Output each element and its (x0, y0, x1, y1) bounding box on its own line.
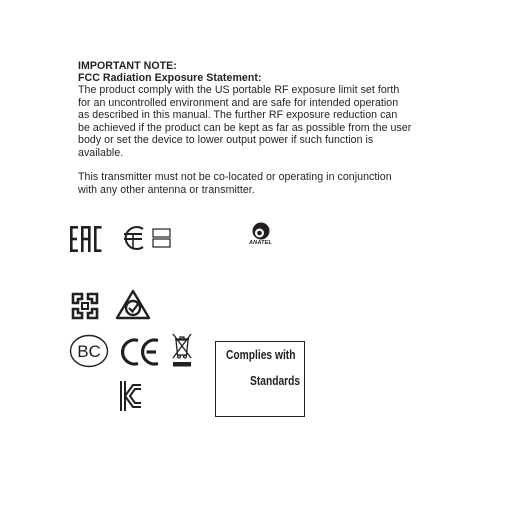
rcm-mark-icon (114, 288, 152, 322)
fcc-statement-title: FCC Radiation Exposure Statement: (78, 72, 262, 84)
paragraph-line: This transmitter must not be co-located or operating in conjunction (78, 171, 392, 183)
paragraph-line: as described in this manual. The further RF exposure reduction can (78, 109, 398, 121)
ce-mark-icon (121, 337, 163, 367)
bc-mark-label: BC (77, 342, 101, 361)
kc-mark-icon (119, 379, 143, 413)
anatel-mark-icon (250, 222, 272, 240)
paragraph-line: available. (78, 146, 124, 159)
paragraph-line: be achieved if the product can be kept as far as possible from the user (78, 121, 412, 134)
bc-mark-icon (69, 334, 109, 368)
recycling-mark-icon (70, 291, 100, 321)
complies-line-2: Standards (250, 374, 301, 388)
eac-mark-icon (70, 226, 102, 252)
paragraph-line: body or set the device to lower output power if such function is (78, 134, 374, 146)
weee-bin-icon (170, 331, 194, 369)
complies-line-1: Complies with (226, 348, 296, 362)
paragraph-line: with any other antenna or transmitter. (78, 183, 255, 196)
paragraph-line: for an uncontrolled environment and are safe for intended operation (78, 96, 399, 109)
complies-with-standards-label (215, 341, 305, 417)
anatel-label: ANATEL (249, 240, 273, 246)
paragraph-line: The product comply with the US portable RF exposure limit set forth (78, 84, 400, 96)
telec-mark-icon (119, 223, 175, 253)
important-note-title: IMPORTANT NOTE: (78, 60, 177, 72)
